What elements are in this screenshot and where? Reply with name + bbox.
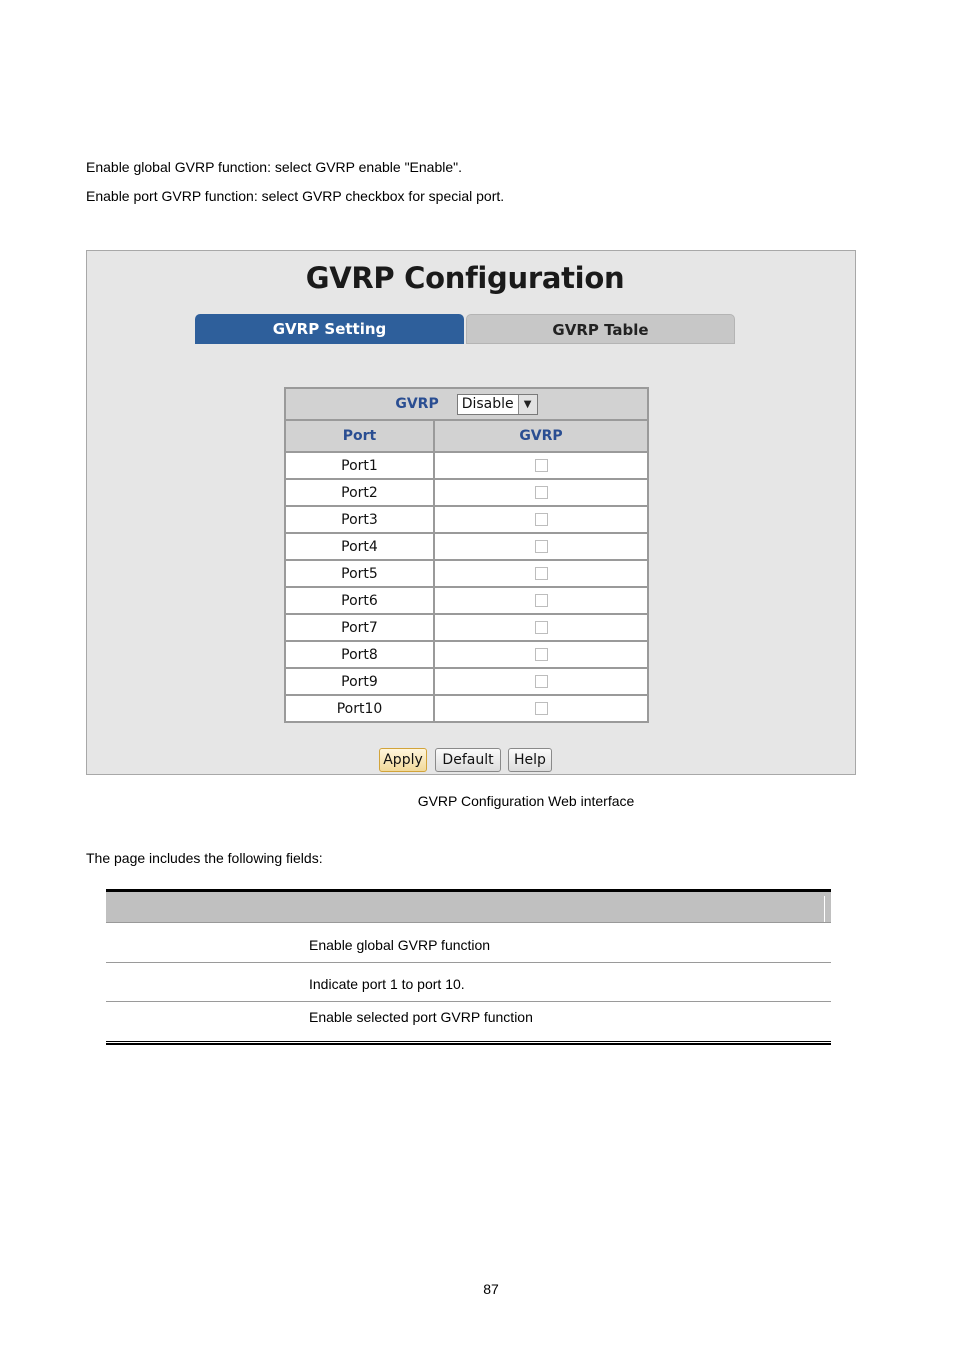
help-button[interactable]: Help bbox=[508, 748, 552, 772]
port-gvrp-checkbox[interactable] bbox=[535, 594, 548, 607]
port-gvrp-checkbox[interactable] bbox=[535, 540, 548, 553]
port-gvrp-checkbox[interactable] bbox=[535, 702, 548, 715]
table-row bbox=[106, 923, 831, 963]
intro-line-1: Enable global GVRP function: select GVRP enable "Enable". bbox=[86, 159, 462, 175]
table-bottom-rule bbox=[106, 1041, 831, 1045]
tab-gvrp-table[interactable]: GVRP Table bbox=[466, 314, 735, 344]
fields-table-header bbox=[106, 892, 831, 923]
port-name: Port5 bbox=[285, 560, 434, 587]
page-number: 87 bbox=[483, 1281, 499, 1297]
table-row bbox=[285, 614, 648, 641]
column-header-row bbox=[285, 420, 648, 452]
config-title: GVRP Configuration bbox=[305, 261, 625, 295]
apply-button[interactable]: Apply bbox=[379, 748, 427, 772]
port-gvrp-checkbox[interactable] bbox=[535, 621, 548, 634]
port-name: Port2 bbox=[285, 479, 434, 506]
port-name: Port9 bbox=[285, 668, 434, 695]
port-gvrp-checkbox[interactable] bbox=[535, 513, 548, 526]
table-row bbox=[285, 695, 648, 722]
port-name: Port10 bbox=[285, 695, 434, 722]
gvrp-config-screenshot bbox=[86, 250, 856, 775]
port-name: Port3 bbox=[285, 506, 434, 533]
tab-gvrp-setting[interactable]: GVRP Setting bbox=[195, 314, 464, 344]
table-row bbox=[285, 533, 648, 560]
port-name: Port1 bbox=[285, 452, 434, 479]
table-row bbox=[285, 560, 648, 587]
column-header-port: Port bbox=[285, 420, 434, 452]
chevron-down-icon: ▼ bbox=[518, 395, 537, 414]
table-row bbox=[285, 668, 648, 695]
port-name: Port6 bbox=[285, 587, 434, 614]
table-row bbox=[106, 1002, 831, 1041]
table-row bbox=[285, 452, 648, 479]
port-name: Port7 bbox=[285, 614, 434, 641]
gvrp-port-table bbox=[284, 387, 649, 723]
table-row bbox=[106, 963, 831, 1002]
table-row bbox=[285, 587, 648, 614]
table-row bbox=[285, 641, 648, 668]
global-gvrp-select-value: Disable bbox=[461, 396, 514, 412]
port-name: Port8 bbox=[285, 641, 434, 668]
fields-intro: The page includes the following fields: bbox=[86, 850, 323, 866]
global-gvrp-row bbox=[285, 388, 648, 420]
global-gvrp-label: GVRP bbox=[395, 396, 439, 412]
figure-caption: GVRP Configuration Web interface bbox=[417, 793, 635, 809]
port-gvrp-checkbox[interactable] bbox=[535, 648, 548, 661]
column-header-gvrp: GVRP bbox=[434, 420, 648, 452]
fields-table bbox=[106, 889, 831, 1045]
intro-line-2: Enable port GVRP function: select GVRP checkbox for special port. bbox=[86, 188, 505, 204]
default-button[interactable]: Default bbox=[435, 748, 501, 772]
port-gvrp-checkbox[interactable] bbox=[535, 567, 548, 580]
table-row bbox=[285, 506, 648, 533]
port-gvrp-checkbox[interactable] bbox=[535, 459, 548, 472]
field-description: Enable global GVRP function bbox=[309, 937, 491, 953]
port-name: Port4 bbox=[285, 533, 434, 560]
port-gvrp-checkbox[interactable] bbox=[535, 675, 548, 688]
field-description: Indicate port 1 to port 10. bbox=[309, 976, 465, 992]
port-gvrp-checkbox[interactable] bbox=[535, 486, 548, 499]
field-description: Enable selected port GVRP function bbox=[309, 1009, 533, 1025]
global-gvrp-select[interactable] bbox=[457, 394, 538, 415]
table-row bbox=[285, 479, 648, 506]
